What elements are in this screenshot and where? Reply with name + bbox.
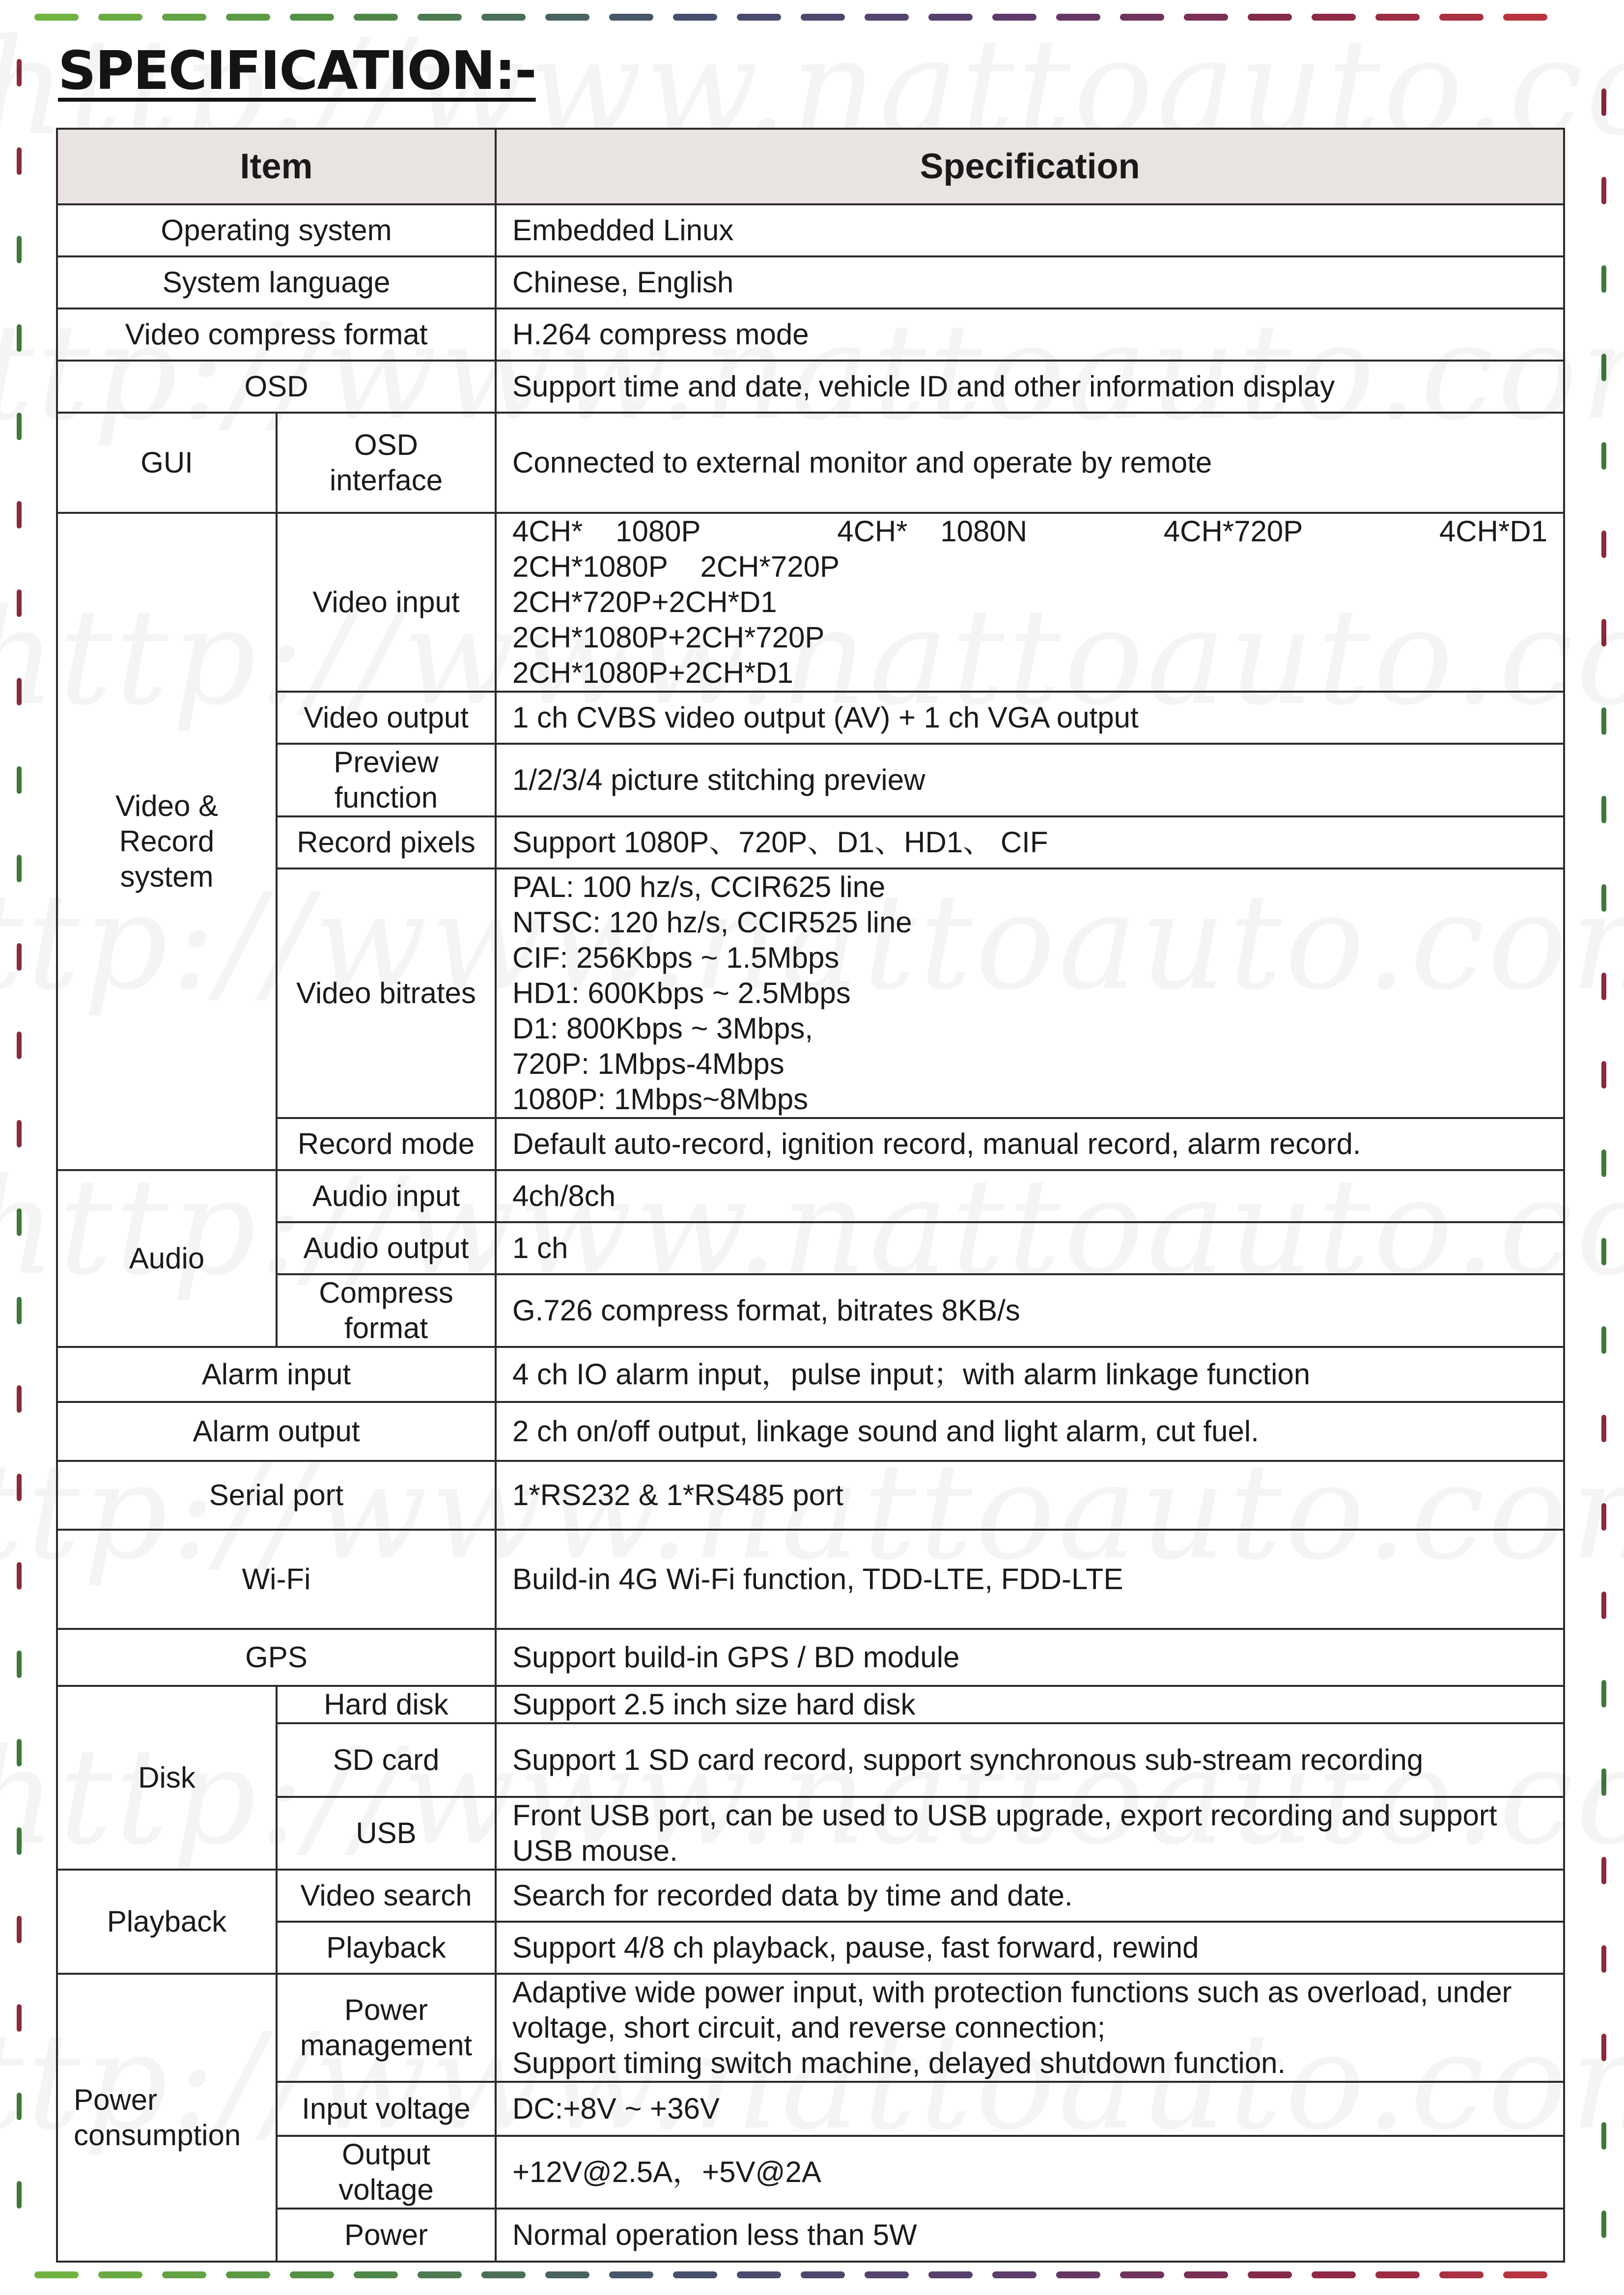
row-subitem-sd-card: SD card [277,1723,496,1797]
border-dash [1312,14,1356,21]
border-dash [737,14,781,21]
row-spec-wi-fi: Build-in 4G Wi-Fi function, TDD-LTE, FDD-LTE [496,1530,1564,1629]
table-row [57,1723,1564,1797]
row-subitem-audio-input: Audio input [277,1170,496,1222]
row-item-wi-fi: Wi-Fi [57,1530,496,1629]
border-dash [17,1032,22,1059]
row-item-gps: GPS [57,1629,496,1686]
border-dash [928,14,973,21]
border-dash [1120,14,1164,21]
table-row [57,1922,1564,1974]
table-row [57,2136,1564,2209]
border-dash [1503,2271,1547,2278]
border-dash [17,1474,22,1501]
row-subitem-preview-function: Preview function [277,744,496,816]
row-spec-record-pixels: Support 1080P、720P、D1、HD1、 CIF [496,816,1564,868]
border-dash [17,147,22,175]
table-row [57,1274,1564,1347]
border-dash [1601,884,1606,912]
row-item-playback: Playback [57,1870,277,1974]
table-row [57,308,1564,361]
border-dash [1601,1680,1606,1707]
row-subitem-video-search: Video search [277,1870,496,1922]
border-dash [1601,442,1606,470]
table-row [57,2082,1564,2136]
row-spec-alarm-input: 4 ch IO alarm input，pulse input；with alarm linkage function [496,1347,1564,1402]
row-item-osd: OSD [57,361,496,413]
border-dash [1601,2034,1606,2061]
table-row [57,1347,1564,1402]
border-dash [1056,14,1100,21]
row-spec-video-compress-format: H.264 compress mode [496,308,1564,361]
table-row [57,868,1564,1118]
border-dash [1601,1149,1606,1177]
row-item-video-record-system: Video & Record system [57,513,277,1170]
border-dash [609,14,653,21]
border-dash [418,14,462,21]
border-dash [673,2271,717,2278]
table-row [57,513,1564,692]
row-spec-serial-port: 1*RS232 & 1*RS485 port [496,1461,1564,1530]
border-dash [34,14,79,21]
row-spec-hard-disk: Support 2.5 inch size hard disk [496,1686,1564,1723]
row-spec-sd-card: Support 1 SD card record, support synchronous sub-stream recording [496,1723,1564,1797]
border-dash [1056,2271,1100,2278]
border-dash [1601,973,1606,1000]
border-dash [1601,265,1606,293]
row-spec-video-bitrates: PAL: 100 hz/s, CCIR625 line NTSC: 120 hz/s, CCIR525 line CIF: 256Kbps ~ 1.5Mbps HD1: 600Kbps ~ 2.5Mbps D1: 800Kbps ~ 3Mbps, 720P: 1Mbps-4Mbps 1080P: 1Mbps~8Mbps [496,868,1564,1118]
border-dash [545,14,589,21]
border-dash [17,501,22,529]
border-dash [17,2004,22,2032]
table-row [57,744,1564,816]
border-dash [354,2271,398,2278]
row-item-serial-port: Serial port [57,1461,496,1530]
border-dash [609,2271,653,2278]
border-dash [17,413,22,440]
page-title: SPECIFICATION:- [58,40,536,102]
border-dash [17,678,22,705]
border-dash [226,14,270,21]
header-item: Item [57,129,496,204]
border-dash [17,1120,22,1148]
table-row [57,361,1564,413]
row-spec-power-management: Adaptive wide power input, with protection functions such as overload, under voltage, short circuit, and reverse connection; Support timing switch machine, delayed shutdown function. [496,1974,1564,2082]
table-row [57,1170,1564,1222]
border-dash [1601,177,1606,204]
row-item-system-language: System language [57,256,496,308]
border-dash [1248,2271,1292,2278]
border-dash [17,1916,22,1943]
table-row [57,204,1564,256]
border-dash [801,14,845,21]
border-dash [992,2271,1036,2278]
table-header-row [57,129,1564,204]
row-spec-system-language: Chinese, English [496,256,1564,308]
row-spec-compress-format: G.726 compress format, bitrates 8KB/s [496,1274,1564,1347]
row-subitem-power-management: Power management [277,1974,496,2082]
border-dash [1601,1503,1606,1531]
row-subitem-compress-format: Compress format [277,1274,496,1347]
row-spec-gps: Support build-in GPS / BD module [496,1629,1564,1686]
border-dash [34,2271,79,2278]
border-dash [1601,1857,1606,1884]
table-row [57,1402,1564,1461]
border-dash [17,1651,22,1678]
border-dash [1184,14,1228,21]
border-dash [17,1562,22,1590]
border-dash [290,2271,334,2278]
border-dash [17,1827,22,1855]
row-spec-video-input: 4CH* 1080P 4CH* 1080N 4CH*720P 4CH*D1 2CH*1080P 2CH*720P 2CH*720P+2CH*D1 2CH*1080P+2CH*720P 2CH*1080P+2CH*D1 [496,513,1564,692]
border-dash [1601,1238,1606,1265]
table-row [57,1797,1564,1870]
border-dash [226,2271,270,2278]
row-subitem-input-voltage: Input voltage [277,2082,496,2136]
border-dash [1503,14,1547,21]
row-spec-operating-system: Embedded Linux [496,204,1564,256]
table-row [57,816,1564,868]
row-subitem-hard-disk: Hard disk [277,1686,496,1723]
border-dash [1601,796,1606,823]
border-dash [290,14,334,21]
row-item-audio: Audio [57,1170,277,1347]
border-dash [1439,14,1484,21]
border-dash [162,14,206,21]
table-row [57,692,1564,744]
border-dash [17,943,22,971]
border-dash [865,2271,909,2278]
border-dash [992,14,1036,21]
row-spec-usb: Front USB port, can be used to USB upgrade, export recording and support USB mouse. [496,1797,1564,1870]
border-dash [98,2271,142,2278]
border-dash [1184,2271,1228,2278]
table-row [57,1118,1564,1170]
border-dash [1312,2271,1356,2278]
table-row [57,1870,1564,1922]
row-item-power-consumption: Power consumption [57,1974,277,2262]
border-dash [1601,1592,1606,1619]
border-dash [1439,2271,1484,2278]
border-dash [673,14,717,21]
border-dash [354,14,398,21]
border-dash [1601,2211,1606,2238]
row-item-disk: Disk [57,1686,277,1870]
row-subitem-output-voltage: Output voltage [277,2136,496,2209]
border-dash [801,2271,845,2278]
row-subitem-power: Power [277,2209,496,2262]
row-subitem-record-mode: Record mode [277,1118,496,1170]
border-dash [545,2271,589,2278]
border-dash [1601,88,1606,116]
row-subitem-playback: Playback [277,1922,496,1974]
border-dash [17,589,22,617]
border-dash [17,1208,22,1236]
row-spec-gui: Connected to external monitor and operate by remote [496,413,1564,513]
border-dash [928,2271,973,2278]
border-dash [98,14,142,21]
row-spec-alarm-output: 2 ch on/off output, linkage sound and light alarm, cut fuel. [496,1402,1564,1461]
table-row [57,413,1564,513]
border-dash [1248,14,1292,21]
row-spec-video-output: 1 ch CVBS video output (AV) + 1 ch VGA output [496,692,1564,744]
border-dash [17,59,22,86]
border-dash [865,14,909,21]
row-spec-output-voltage: +12V@2.5A，+5V@2A [496,2136,1564,2209]
row-spec-audio-output: 1 ch [496,1222,1564,1274]
row-item-alarm-input: Alarm input [57,1347,496,1402]
row-spec-record-mode: Default auto-record, ignition record, manual record, alarm record. [496,1118,1564,1170]
row-subitem-record-pixels: Record pixels [277,816,496,868]
border-dash [17,1739,22,1766]
border-dash [737,2271,781,2278]
border-dash [1601,354,1606,381]
border-dash [1601,2122,1606,2150]
specification-table [56,128,1565,2263]
row-spec-input-voltage: DC:+8V ~ +36V [496,2082,1564,2136]
row-spec-osd: Support time and date, vehicle ID and other information display [496,361,1564,413]
border-dash [1375,2271,1420,2278]
border-dash [17,1385,22,1413]
row-item-alarm-output: Alarm output [57,1402,496,1461]
table-row [57,2209,1564,2262]
border-dash [17,324,22,352]
border-dash [17,2181,22,2209]
border-dash [17,2093,22,2120]
row-subitem-audio-output: Audio output [277,1222,496,1274]
row-spec-audio-input: 4ch/8ch [496,1170,1564,1222]
border-dash [1601,1768,1606,1796]
border-dash [1601,1326,1606,1354]
border-dash [418,2271,462,2278]
border-dash [1601,619,1606,646]
table-row [57,1530,1564,1629]
row-item-video-compress-format: Video compress format [57,308,496,361]
border-dash [1601,1945,1606,1973]
row-subitem-usb: USB [277,1797,496,1870]
border-dash [1601,531,1606,558]
border-dash [17,236,22,263]
border-dash [17,1297,22,1324]
table-row [57,256,1564,308]
border-dash [162,2271,206,2278]
row-item-gui: GUI [57,413,277,513]
border-dash [1375,14,1420,21]
row-item-operating-system: Operating system [57,204,496,256]
row-spec-playback: Support 4/8 ch playback, pause, fast forward, rewind [496,1922,1564,1974]
row-spec-video-search: Search for recorded data by time and date. [496,1870,1564,1922]
border-dash [481,2271,526,2278]
row-spec-power: Normal operation less than 5W [496,2209,1564,2262]
table-row [57,1629,1564,1686]
table-row [57,1686,1564,1723]
header-specification: Specification [496,129,1564,204]
border-dash [17,766,22,794]
row-spec-preview-function: 1/2/3/4 picture stitching preview [496,744,1564,816]
row-subitem-osd-interface: OSD interface [277,413,496,513]
row-subitem-video-bitrates: Video bitrates [277,868,496,1118]
table-row [57,1974,1564,2082]
border-dash [1601,707,1606,735]
border-dash [17,855,22,882]
border-dash [1601,1415,1606,1442]
row-subitem-video-output: Video output [277,692,496,744]
table-row [57,1461,1564,1530]
border-dash [1120,2271,1164,2278]
row-subitem-video-input: Video input [277,513,496,692]
border-dash [481,14,526,21]
table-row [57,1222,1564,1274]
border-dash [1601,1061,1606,1089]
